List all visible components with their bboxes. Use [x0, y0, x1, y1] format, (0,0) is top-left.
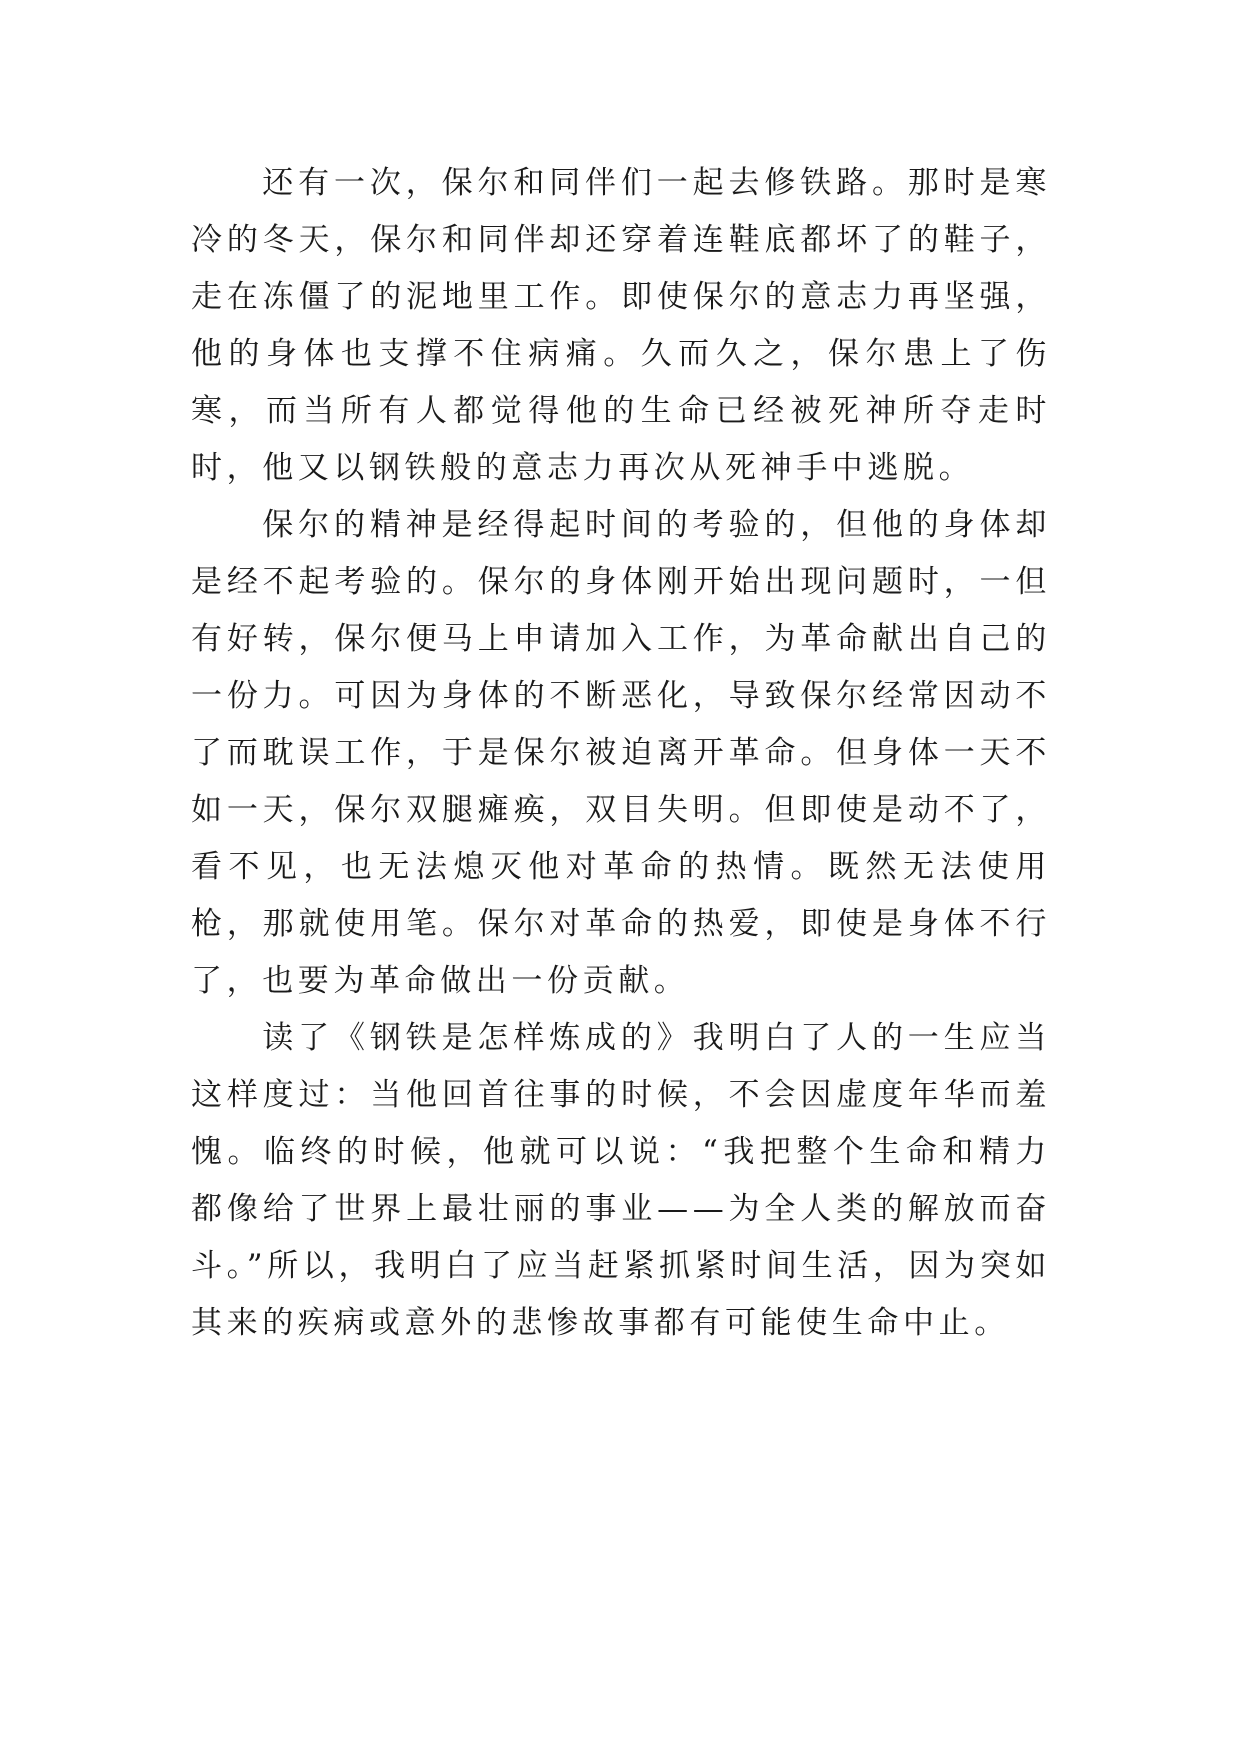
- paragraph-illness: 保尔的精神是经得起时间的考验的，但他的身体却是经不起考验的。保尔的身体刚开始出现问题时，一但有好转，保尔便马上申请加入工作，为革命献出自己的一份力。可因为身体的不断恶化，导致保尔经常因动不了而耽误工作，于是保尔被迫离开革命。但身体一天不如一天，保尔双腿瘫痪，双目失明。但即使是动不了，看不见，也无法熄灭他对革命的热情。既然无法使用枪，那就使用笔。保尔对革命的热爱，即使是身体不行了，也要为革命做出一份贡献。: [191, 507, 1051, 999]
- paragraph-railway-winter: 还有一次，保尔和同伴们一起去修铁路。那时是寒冷的冬天，保尔和同伴却还穿着连鞋底都坏了的鞋子，走在冻僵了的泥地里工作。即使保尔的意志力再坚强，他的身体也支撑不住病痛。久而久之，保尔患上了伤寒，而当所有人都觉得他的生命已经被死神所夺走时时，他又以钢铁般的意志力再次从死神手中逃脱。: [191, 165, 1051, 486]
- paragraph-reflection: 读了《钢铁是怎样炼成的》我明白了人的一生应当这样度过：当他回首往事的时候，不会因虚度年华而羞愧。临终的时候，他就可以说：“我把整个生命和精力都像给了世界上最壮丽的事业——为全人类的解放而奋斗。”所以，我明白了应当赶紧抓紧时间生活，因为突如其来的疾病或意外的悲惨故事都有可能使生命中止。: [191, 1020, 1051, 1341]
- document-body: [191, 155, 1051, 1352]
